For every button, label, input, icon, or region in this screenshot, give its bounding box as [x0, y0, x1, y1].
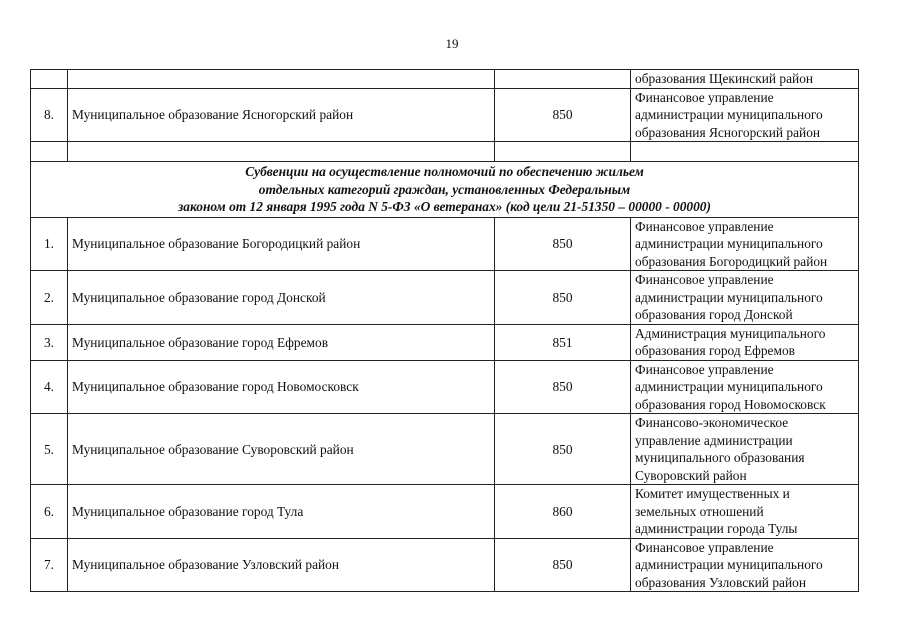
administrator-line: Финансовое управление	[635, 218, 774, 234]
administrator-line: Финансово-экономическое	[635, 415, 789, 430]
section-header	[31, 162, 859, 218]
table-row	[31, 538, 859, 592]
page-number: 19	[445, 36, 459, 51]
table-row	[31, 360, 859, 414]
administrator-line: Администрация муниципального	[635, 325, 826, 341]
blank-cell	[631, 142, 859, 162]
administrator-line: Суворовский район	[635, 467, 747, 483]
row-number-cell: 6.	[31, 485, 68, 539]
section-header-line: отдельных категорий граждан, установленных Федеральным	[258, 181, 631, 197]
municipality-name-cell: Муниципальное образование Ясногорский район	[68, 88, 495, 142]
administrator-line: образования Щекинский район	[635, 71, 814, 86]
row-number-cell: 3.	[31, 324, 68, 360]
administrator-cell	[631, 414, 859, 485]
code-cell: 850	[495, 88, 631, 142]
blank-cell	[495, 142, 631, 162]
row-number-cell	[31, 70, 68, 89]
administrator-line: образования Узловский район	[635, 574, 806, 590]
municipality-name-cell: Муниципальное образование город Тула	[68, 485, 495, 539]
blank-cell	[68, 142, 495, 162]
code-cell: 850	[495, 271, 631, 325]
code-cell: 850	[495, 414, 631, 485]
code-cell	[495, 70, 631, 89]
municipality-name-cell	[68, 70, 495, 89]
table-row	[31, 217, 859, 271]
municipality-name-cell: Муниципальное образование город Ефремов	[68, 324, 495, 360]
administrator-cell	[631, 360, 859, 414]
table-row	[31, 485, 859, 539]
administrator-line: Финансовое управление	[635, 539, 774, 555]
administrator-line: администрации муниципального	[635, 236, 823, 251]
blank-cell	[31, 142, 68, 162]
administrator-line: образования Богородицкий район	[635, 253, 828, 269]
administrator-line: образования город Донской	[635, 307, 793, 322]
administrator-line: образования город Новомосковск	[635, 396, 826, 412]
administrator-cell	[631, 324, 859, 360]
administrator-line: администрации муниципального	[635, 379, 823, 394]
row-number-cell: 1.	[31, 217, 68, 271]
administrator-line: администрации города Тулы	[635, 521, 798, 536]
administrator-line: образования город Ефремов	[635, 343, 795, 358]
row-number-cell: 5.	[31, 414, 68, 485]
code-cell: 860	[495, 485, 631, 539]
administrator-cell	[631, 217, 859, 271]
administrator-cell	[631, 70, 859, 89]
municipality-name-cell: Муниципальное образование Суворовский район	[68, 414, 495, 485]
table-row	[31, 88, 859, 142]
administrator-line: администрации муниципального	[635, 107, 823, 122]
administrator-line: Комитет имущественных и	[635, 486, 790, 501]
administrator-cell	[631, 271, 859, 325]
section-header-line: Субвенции на осуществление полномочий по обеспечению жильем	[245, 164, 644, 179]
administrator-cell	[631, 485, 859, 539]
table-row	[31, 70, 859, 89]
administrator-line: управление администрации	[635, 432, 793, 448]
row-number-cell: 7.	[31, 538, 68, 592]
code-cell: 850	[495, 360, 631, 414]
municipality-name-cell: Муниципальное образование город Новомосковск	[68, 360, 495, 414]
table-row	[31, 414, 859, 485]
table-row	[31, 271, 859, 325]
administrator-line: образования Ясногорский район	[635, 124, 821, 140]
administrator-line: муниципального образования	[635, 450, 805, 465]
code-cell: 851	[495, 324, 631, 360]
municipality-name-cell: Муниципальное образование Узловский район	[68, 538, 495, 592]
row-number-cell: 4.	[31, 360, 68, 414]
table-row	[31, 324, 859, 360]
administrator-line: Финансовое управление	[635, 361, 774, 377]
administrator-cell	[631, 88, 859, 142]
subsidy-table	[30, 69, 859, 592]
code-cell: 850	[495, 538, 631, 592]
municipality-name-cell: Муниципальное образование Богородицкий район	[68, 217, 495, 271]
row-number-cell: 2.	[31, 271, 68, 325]
code-cell: 850	[495, 217, 631, 271]
blank-row	[31, 142, 859, 162]
administrator-line: Финансовое управление	[635, 89, 774, 105]
administrator-line: администрации муниципального	[635, 557, 823, 572]
municipality-name-cell: Муниципальное образование город Донской	[68, 271, 495, 325]
administrator-line: Финансовое управление	[635, 272, 774, 287]
administrator-line: администрации муниципального	[635, 289, 823, 305]
administrator-line: земельных отношений	[635, 503, 764, 519]
administrator-cell	[631, 538, 859, 592]
row-number-cell: 8.	[31, 88, 68, 142]
section-header-line: законом от 12 января 1995 года N 5-ФЗ «О ветеранах» (код цели 21-51350 – 00000 - 00000)	[178, 199, 711, 214]
section-header-row	[31, 162, 859, 218]
